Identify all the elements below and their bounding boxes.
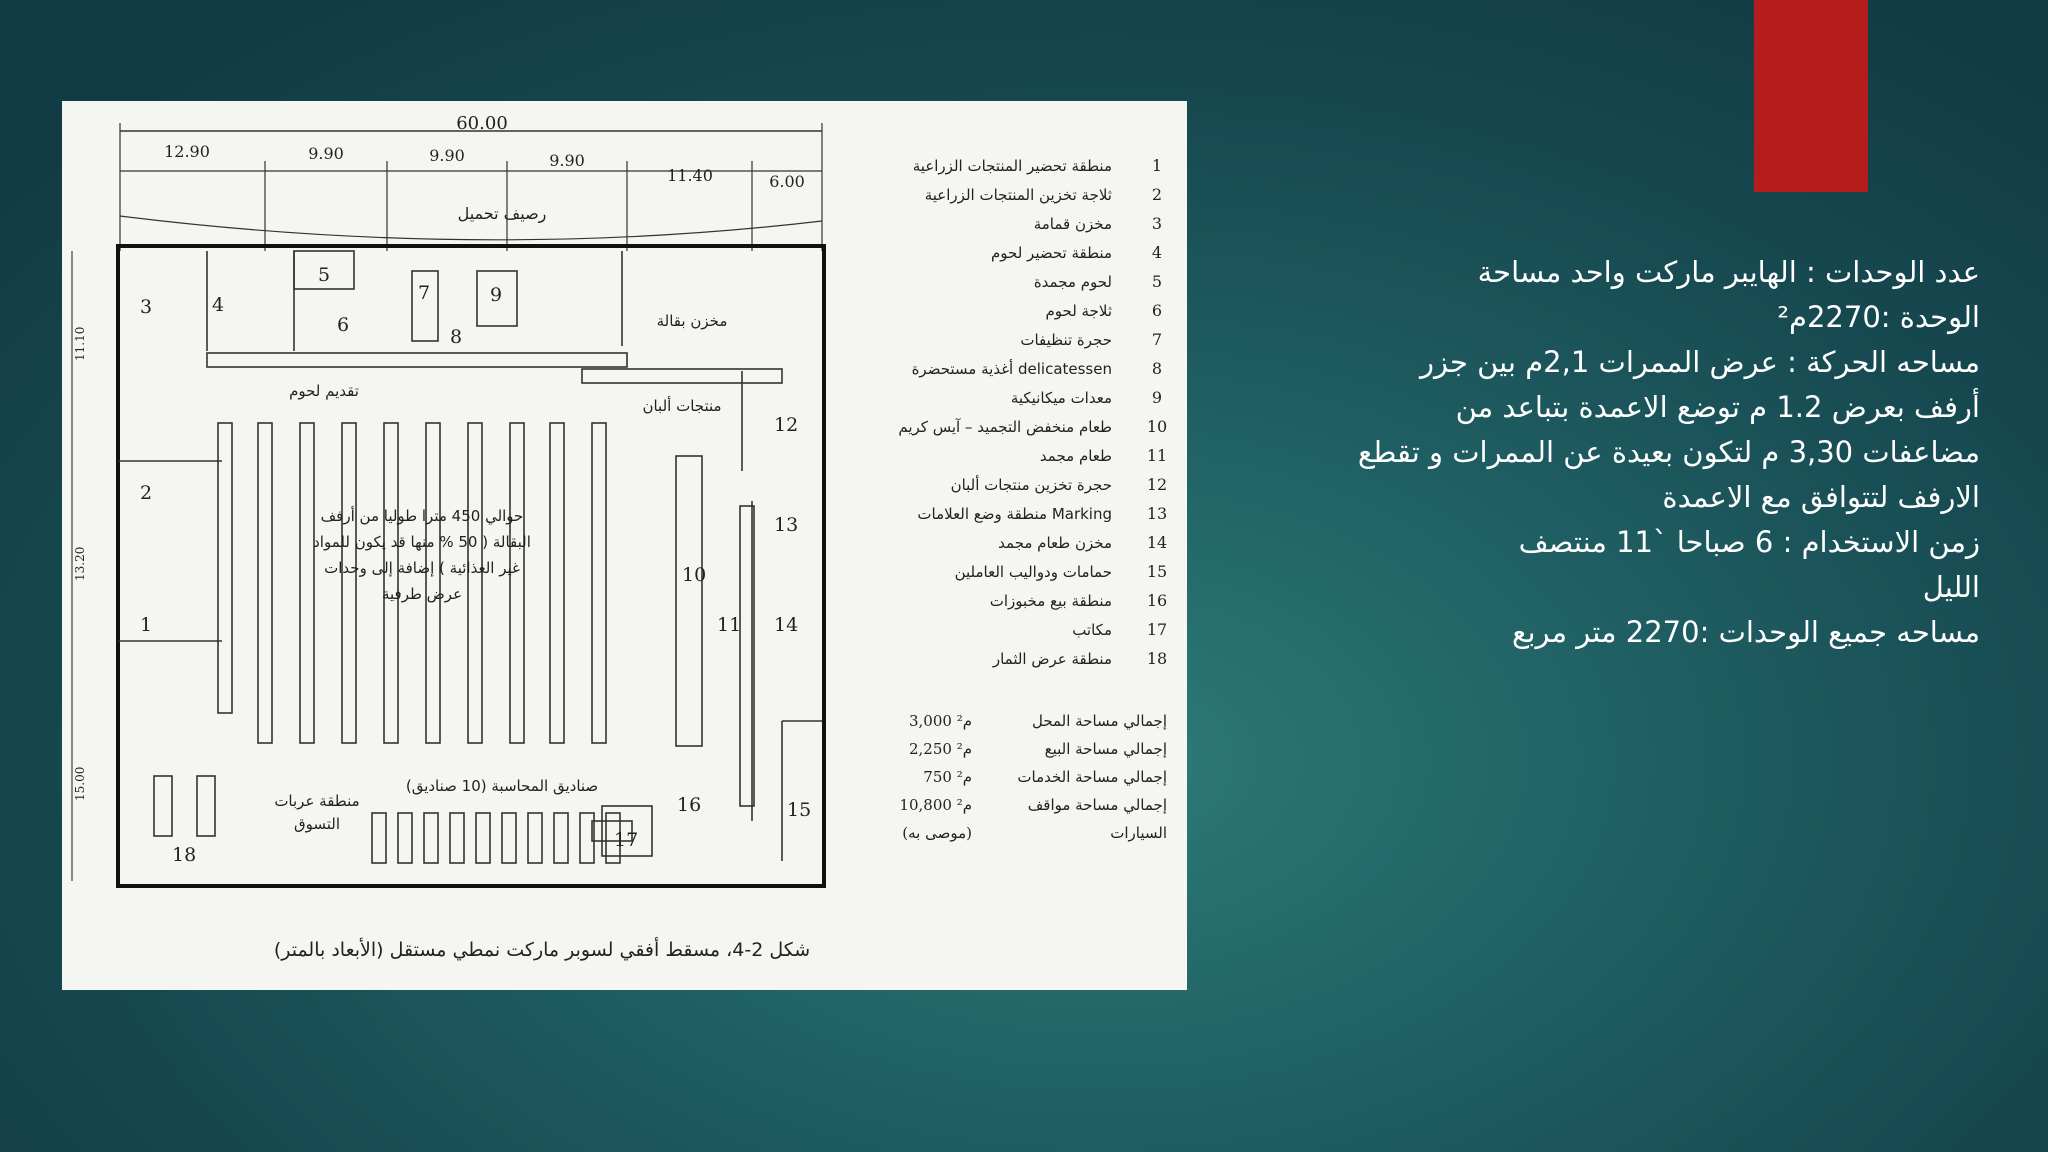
text-line-8: الليل bbox=[1922, 570, 1980, 604]
checkout-counters bbox=[372, 813, 620, 863]
text-line-6: الارفف لتتوافق مع الاعمدة bbox=[1662, 480, 1980, 514]
room-9: 9 bbox=[490, 284, 503, 306]
legend-number: 8 bbox=[1151, 359, 1163, 378]
text-line-3: مساحه الحركة : عرض الممرات 2,1م بين جزر bbox=[1419, 345, 1980, 379]
room-16: 16 bbox=[677, 794, 702, 816]
legend-label: حجرة تخزين منتجات ألبان bbox=[950, 476, 1112, 494]
label-carts-2: التسوق bbox=[293, 815, 341, 833]
legend-label: مخزن طعام مجمد bbox=[998, 534, 1112, 552]
total-dimension: 60.00 bbox=[456, 113, 508, 134]
legend-label: طعام منخفض التجميد – آيس كريم bbox=[898, 418, 1112, 436]
room-3: 3 bbox=[140, 296, 153, 318]
text-line-1: عدد الوحدات : الهايبر ماركت واحد مساحة bbox=[1477, 255, 1980, 289]
label-center-3: غير الغذائية ) إضافة إلى وحدات bbox=[324, 559, 520, 577]
legend-number: 3 bbox=[1151, 214, 1163, 233]
room-4: 4 bbox=[212, 294, 225, 316]
segment-dim-1: 12.90 bbox=[164, 142, 210, 161]
area-label: إجمالي مساحة الخدمات bbox=[1017, 768, 1167, 786]
interior-walls bbox=[118, 251, 822, 861]
label-checkout: صناديق المحاسبة (10 صناديق) bbox=[405, 777, 599, 795]
loading-dock-label: رصيف تحميل bbox=[457, 204, 547, 223]
legend-label: ثلاجة تخزين المنتجات الزراعية bbox=[924, 186, 1112, 204]
legend-number: 4 bbox=[1151, 243, 1163, 262]
segment-dim-5: 11.40 bbox=[667, 166, 713, 185]
slide-text bbox=[1290, 250, 1980, 655]
area-value: (موصى به) bbox=[902, 824, 972, 842]
legend-label: ثلاجة لحوم bbox=[1045, 302, 1112, 320]
area-label: السيارات bbox=[1110, 824, 1167, 842]
legend-number: 14 bbox=[1146, 533, 1168, 552]
area-label: إجمالي مساحة مواقف bbox=[1027, 796, 1167, 814]
side-dim-1: 11.10 bbox=[73, 326, 87, 361]
room-11: 11 bbox=[717, 614, 742, 636]
side-dim-2: 13.20 bbox=[73, 546, 87, 581]
legend-label: حجرة تنظيفات bbox=[1020, 331, 1112, 349]
accent-bar bbox=[1754, 0, 1868, 192]
legend-label: منطقة تحضير لحوم bbox=[991, 244, 1112, 262]
legend-label: مخزن قمامة bbox=[1033, 215, 1112, 233]
segment-dim-2: 9.90 bbox=[308, 144, 344, 163]
label-center-4: عرض طرفية bbox=[381, 585, 463, 603]
label-meat-service: تقديم لحوم bbox=[289, 382, 359, 400]
legend-label: منطقة وضع العلامات Marking bbox=[917, 505, 1112, 523]
interior-labels bbox=[274, 312, 727, 833]
text-line-7: زمن الاستخدام : 6 صباحا ˋ11 منتصف bbox=[1518, 525, 1980, 559]
plan-legend bbox=[898, 156, 1167, 668]
room-6: 6 bbox=[337, 314, 350, 336]
text-line-4: أرفف بعرض 1.2 م توضع الاعمدة بتباعد من bbox=[1455, 390, 1980, 424]
room-10: 10 bbox=[682, 564, 707, 586]
legend-label: معدات ميكانيكية bbox=[1010, 389, 1112, 407]
legend-number: 18 bbox=[1146, 649, 1168, 668]
shelf-aisles bbox=[218, 423, 606, 743]
legend-number: 15 bbox=[1146, 562, 1168, 581]
legend-number: 16 bbox=[1146, 591, 1168, 610]
area-summary bbox=[899, 712, 1167, 842]
legend-label: مكاتب bbox=[1072, 621, 1112, 639]
room-2: 2 bbox=[140, 482, 153, 504]
legend-number: 11 bbox=[1146, 446, 1168, 465]
floor-plan-image bbox=[62, 101, 1187, 990]
legend-number: 1 bbox=[1151, 156, 1163, 175]
plan-caption: شكل 2-4، مسقط أفقي لسوبر ماركت نمطي مستقل (الأبعاد بالمتر) bbox=[273, 939, 811, 961]
room-15: 15 bbox=[787, 799, 812, 821]
room-12: 12 bbox=[774, 414, 799, 436]
legend-number: 5 bbox=[1151, 272, 1163, 291]
label-center-1: حوالي 450 مترا طوليا من أرفف bbox=[320, 507, 524, 525]
area-value: 750 م² bbox=[923, 768, 972, 786]
room-1: 1 bbox=[140, 614, 153, 636]
legend-number: 6 bbox=[1151, 301, 1163, 320]
floor-plan-drawing bbox=[62, 101, 1187, 990]
area-label: إجمالي مساحة البيع bbox=[1044, 740, 1167, 758]
text-line-9: مساحه جميع الوحدات :2270 متر مربع bbox=[1512, 615, 1980, 649]
room-7: 7 bbox=[418, 282, 431, 304]
legend-label: أغذية مستحضرة delicatessen bbox=[911, 360, 1112, 378]
text-line-5: مضاعفات 3,30 م لتكون بعيدة عن الممرات و تقطع bbox=[1357, 435, 1980, 469]
label-dairy: منتجات ألبان bbox=[642, 397, 722, 415]
side-dim-3: 15.00 bbox=[73, 766, 87, 801]
area-value: 3,000 م² bbox=[908, 712, 972, 730]
legend-label: منطقة بيع مخبوزات bbox=[989, 592, 1112, 610]
legend-label: منطقة عرض الثمار bbox=[992, 650, 1112, 668]
legend-label: منطقة تحضير المنتجات الزراعية bbox=[912, 157, 1112, 175]
legend-number: 7 bbox=[1151, 330, 1163, 349]
label-center-2: البقالة ( 50 % منها قد يكون للمواد bbox=[313, 533, 531, 551]
legend-label: طعام مجمد bbox=[1039, 447, 1112, 465]
legend-label: لحوم مجمدة bbox=[1033, 273, 1112, 291]
legend-label: حمامات ودواليب العاملين bbox=[954, 563, 1112, 581]
segment-dim-6: 6.00 bbox=[769, 172, 805, 191]
legend-number: 13 bbox=[1146, 504, 1168, 523]
room-13: 13 bbox=[774, 514, 799, 536]
legend-number: 10 bbox=[1146, 417, 1168, 436]
room-17: 17 bbox=[614, 829, 639, 851]
legend-number: 9 bbox=[1151, 388, 1163, 407]
label-grocery-store: مخزن بقالة bbox=[656, 312, 728, 330]
area-label: إجمالي مساحة المحل bbox=[1031, 712, 1167, 730]
room-8: 8 bbox=[450, 326, 463, 348]
room-14: 14 bbox=[774, 614, 799, 636]
legend-number: 2 bbox=[1151, 185, 1163, 204]
legend-number: 12 bbox=[1146, 475, 1168, 494]
label-carts-1: منطقة عربات bbox=[274, 792, 360, 810]
area-value: 10,800 م² bbox=[899, 796, 972, 814]
area-value: 2,250 م² bbox=[908, 740, 972, 758]
segment-dim-3: 9.90 bbox=[429, 146, 465, 165]
legend-number: 17 bbox=[1146, 620, 1168, 639]
text-line-2: الوحدة :2270م² bbox=[1777, 300, 1980, 334]
room-18: 18 bbox=[172, 844, 197, 866]
segment-dim-4: 9.90 bbox=[549, 151, 585, 170]
room-5: 5 bbox=[318, 264, 331, 286]
